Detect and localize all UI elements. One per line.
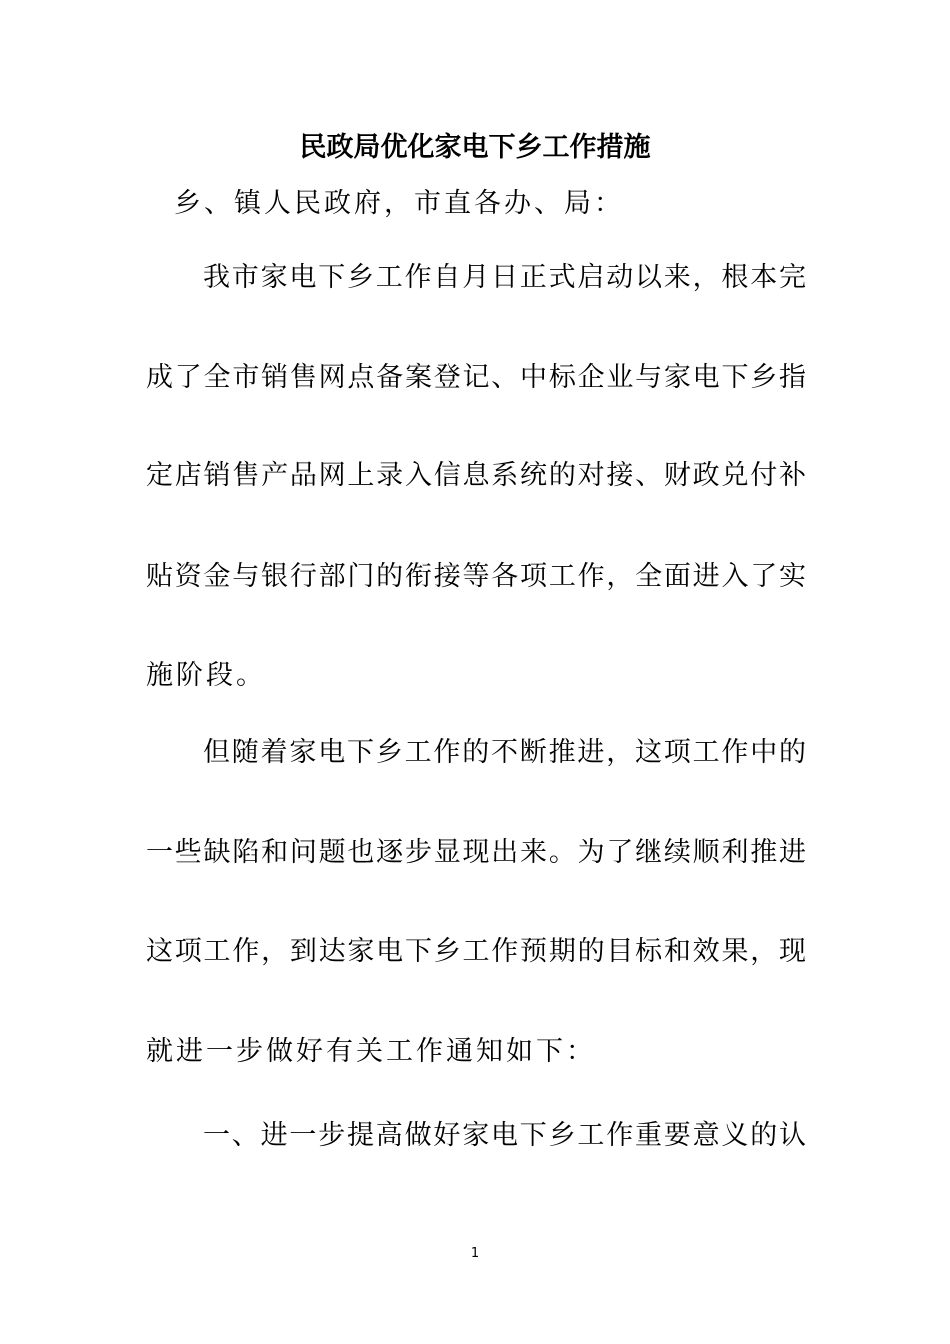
paragraph-1-line-5: 施阶段。: [146, 660, 266, 691]
document-title: 民政局优化家电下乡工作措施: [299, 132, 651, 163]
paragraph-2-line-1: 但随着家电下乡工作的不断推进，这项工作中的: [203, 737, 806, 768]
section-heading-1: 一、进一步提高做好家电下乡工作重要意义的认: [203, 1120, 806, 1151]
paragraph-1-line-3: 定店销售产品网上录入信息系统的对接、财政兑付补: [146, 460, 806, 491]
paragraph-2-line-2: 一些缺陷和问题也逐步显现出来。为了继续顺利推进: [146, 837, 806, 868]
salutation: 乡、镇人民政府，市直各办、局：: [174, 188, 624, 219]
paragraph-2-line-3: 这项工作，到达家电下乡工作预期的目标和效果，现: [146, 936, 806, 967]
paragraph-1-line-1: 我市家电下乡工作自月日正式启动以来，根本完: [203, 262, 806, 293]
paragraph-2-line-4: 就进一步做好有关工作通知如下：: [146, 1036, 596, 1067]
paragraph-1-line-4: 贴资金与银行部门的衔接等各项工作，全面进入了实: [146, 561, 806, 592]
page-number: 1: [470, 1246, 480, 1261]
paragraph-1-line-2: 成了全市销售网点备案登记、中标企业与家电下乡指: [146, 362, 806, 393]
